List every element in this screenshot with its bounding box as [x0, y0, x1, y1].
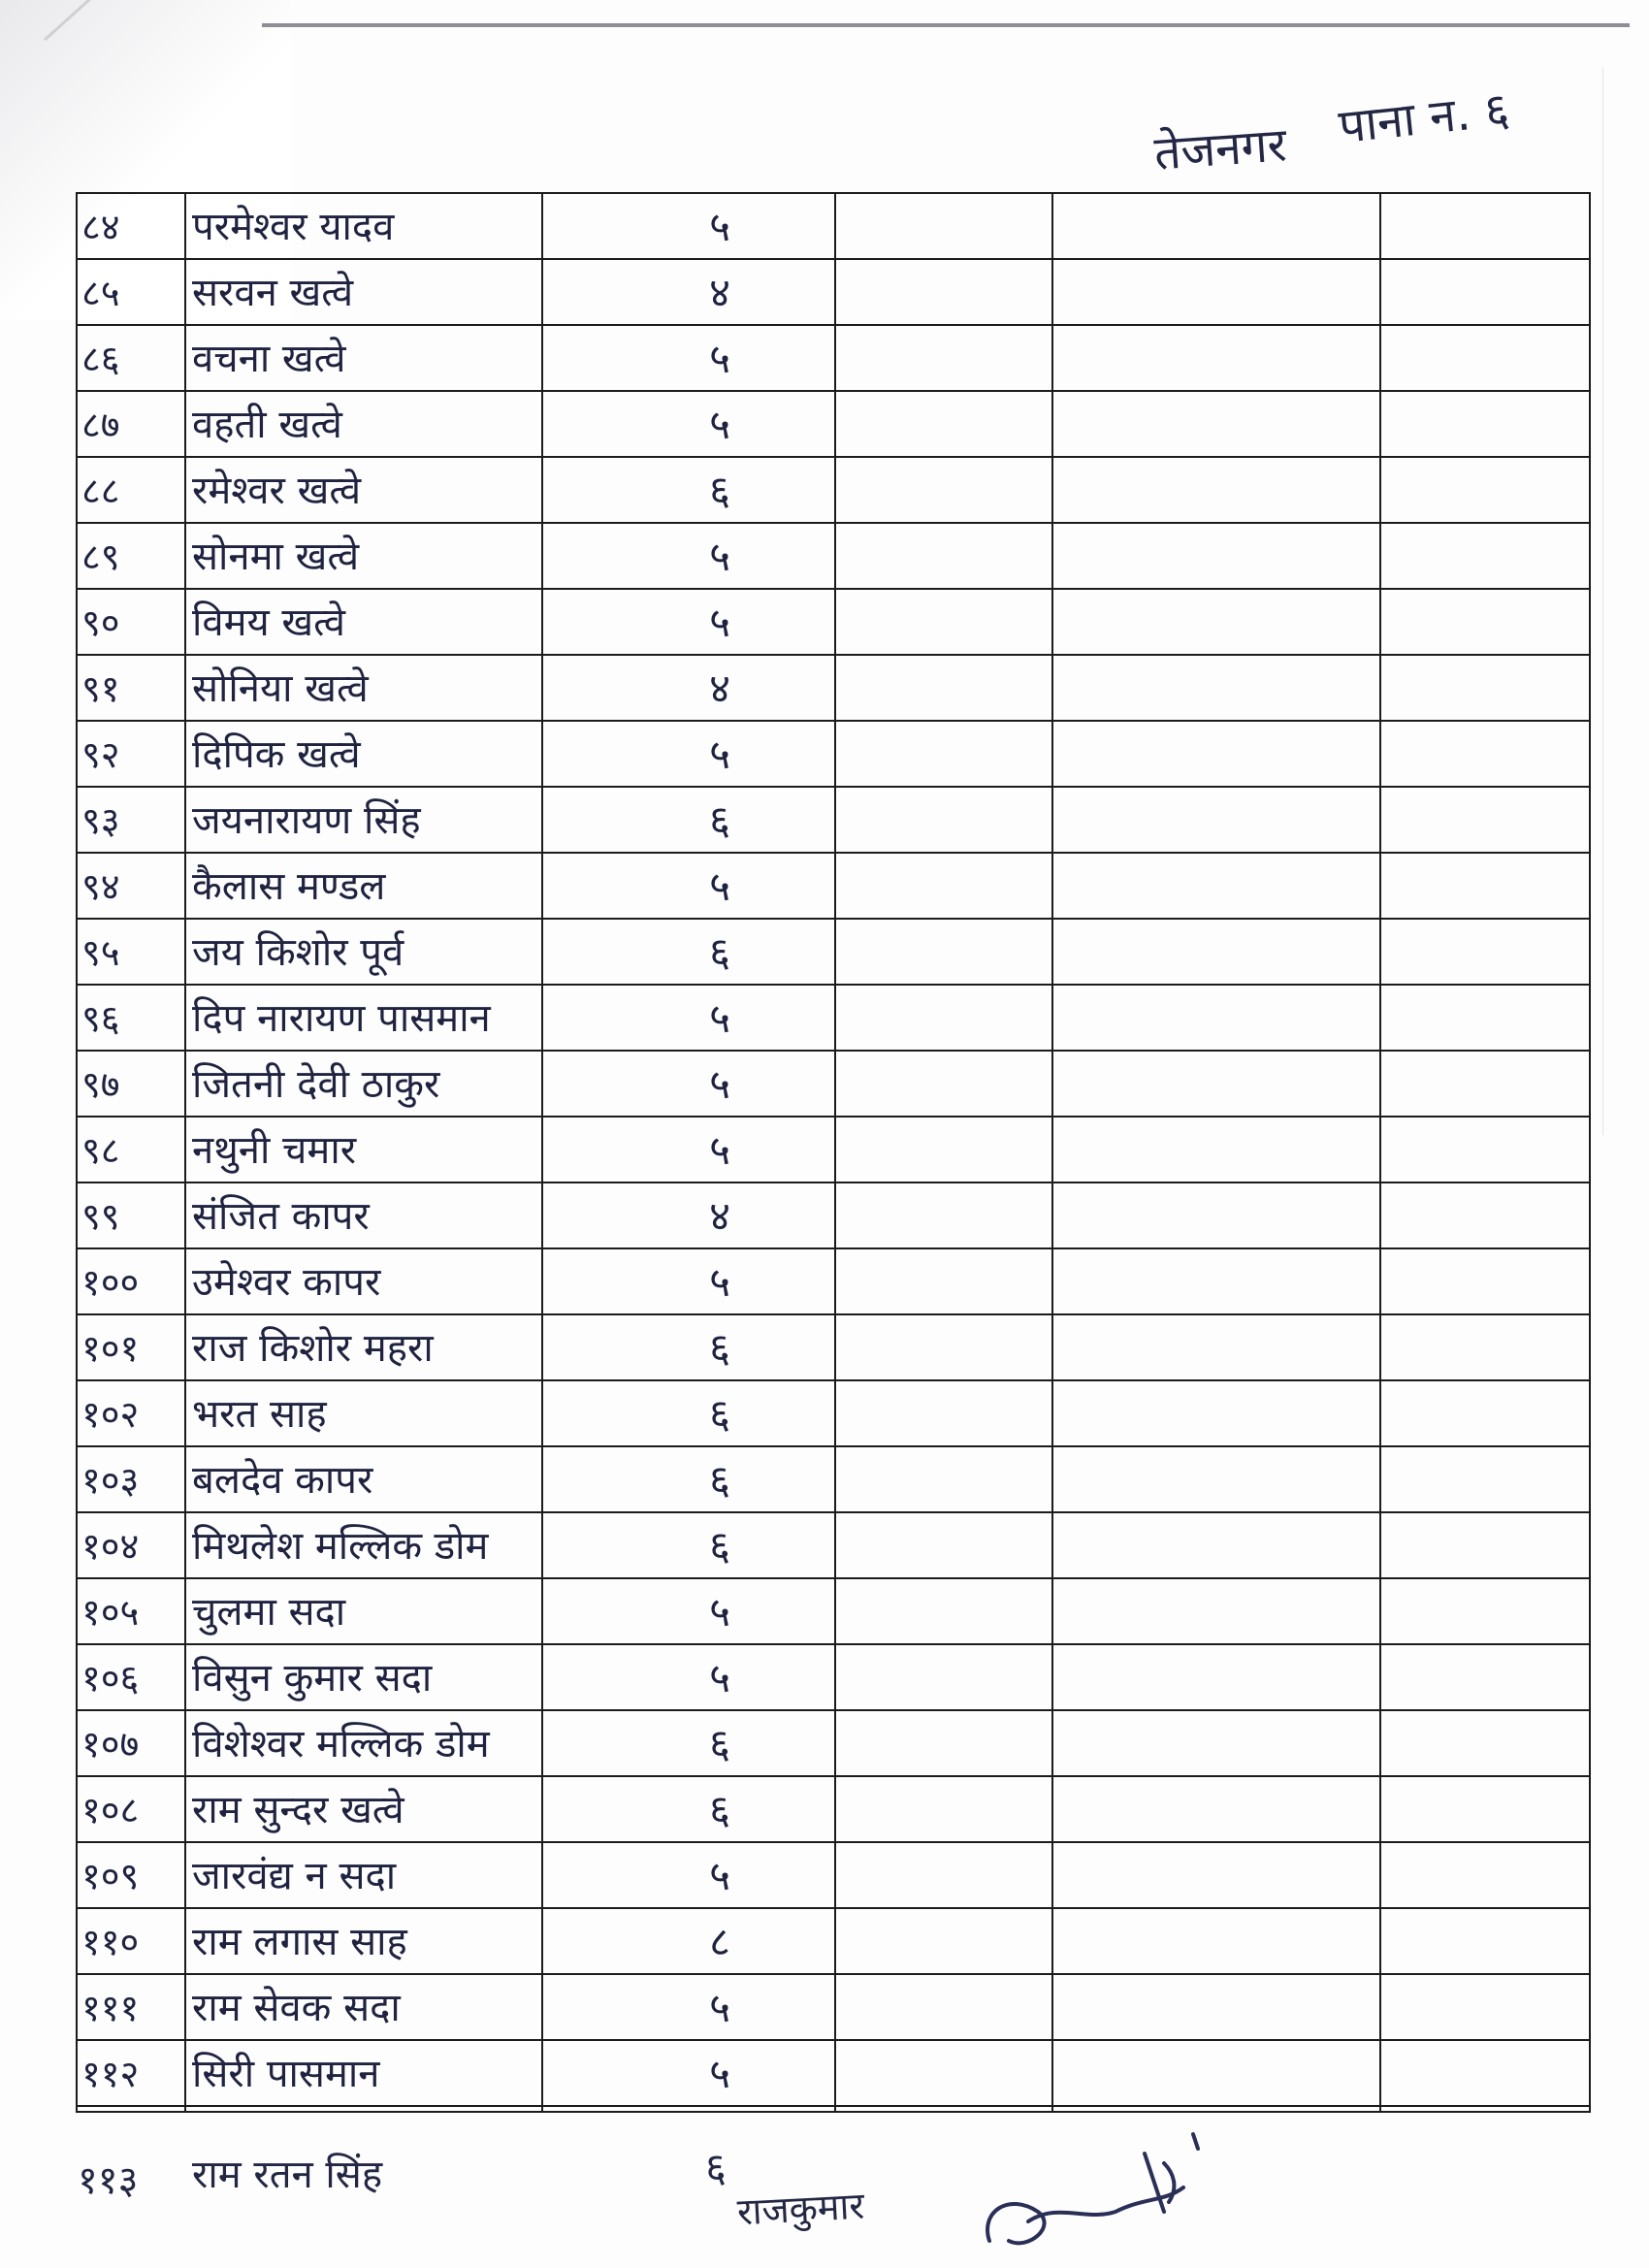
table-row: [78, 1513, 1589, 1579]
table-row: [78, 590, 1589, 656]
table-row: [78, 1909, 1589, 1975]
row-name: राम लगास साह: [192, 1920, 407, 1964]
row-serial-number: १००: [81, 1261, 140, 1304]
table-row: [78, 1711, 1589, 1777]
row-serial-number: १०७: [81, 1723, 140, 1766]
table-row: [78, 1843, 1589, 1909]
row-count: ५: [709, 862, 730, 910]
table-row: [78, 656, 1589, 722]
row-count: ५: [709, 1060, 730, 1108]
row-name: विसुन कुमार सदा: [192, 1656, 433, 1701]
row-serial-number: ८७: [81, 404, 120, 446]
table-row: [78, 986, 1589, 1052]
row-count: ४: [709, 664, 730, 712]
footer-name: राम रतन सिंह: [192, 2153, 383, 2197]
table-row: [78, 1777, 1589, 1843]
row-name: सरवन खत्वे: [192, 271, 354, 315]
row-name: जारवंद्य न सदा: [192, 1854, 397, 1898]
row-count: ६: [709, 928, 730, 976]
row-name: सोनमा खत्वे: [192, 535, 360, 579]
row-count: ४: [709, 1192, 730, 1240]
signatory-name: राजकुमार: [735, 2184, 865, 2234]
table-row: [78, 1645, 1589, 1711]
row-name: बलदेव कापर: [192, 1458, 373, 1503]
row-serial-number: ११२: [81, 2053, 140, 2095]
row-count: ५: [709, 730, 730, 778]
row-count: ४: [709, 269, 730, 316]
signature-mark: [970, 2095, 1222, 2260]
row-name: वहती खत्वे: [192, 403, 342, 447]
place-name: तेजनगर: [1152, 117, 1289, 181]
row-count: ५: [709, 401, 730, 448]
footer-count: ६: [705, 2144, 727, 2191]
row-count: ५: [709, 2050, 730, 2097]
row-count: ५: [709, 335, 730, 382]
row-count: ६: [709, 1786, 730, 1833]
table-row: [78, 326, 1589, 392]
row-name: कैलास मण्डल: [192, 864, 386, 909]
table-row: [78, 260, 1589, 326]
row-serial-number: १०९: [81, 1855, 140, 1897]
row-count: ६: [709, 467, 730, 514]
row-serial-number: १०४: [81, 1525, 140, 1568]
row-name: जितनी देवी ठाकुर: [192, 1062, 440, 1107]
row-serial-number: १०१: [81, 1327, 140, 1370]
row-serial-number: ९३: [81, 799, 120, 842]
table-row: [78, 1315, 1589, 1381]
row-serial-number: १०६: [81, 1657, 140, 1700]
table-row: [78, 722, 1589, 788]
row-serial-number: ९४: [81, 865, 120, 908]
table-row: [78, 194, 1589, 260]
row-serial-number: ९७: [81, 1063, 120, 1106]
row-serial-number: १०३: [81, 1459, 140, 1502]
row-name: वचना खत्वे: [192, 337, 346, 381]
ledger-table: [76, 192, 1591, 2113]
table-row: [78, 1447, 1589, 1513]
table-row: [78, 1579, 1589, 1645]
footer-serial: ११३: [78, 2158, 139, 2203]
row-name: भरत साह: [192, 1392, 327, 1437]
row-name: मिथलेश मल्लिक डोम: [192, 1524, 489, 1569]
row-serial-number: ९६: [81, 997, 120, 1040]
row-count: ५: [709, 1984, 730, 2031]
row-count: ६: [709, 796, 730, 844]
row-serial-number: ९८: [81, 1129, 120, 1172]
row-serial-number: १०५: [81, 1591, 140, 1634]
table-row: [78, 458, 1589, 524]
row-serial-number: ८९: [81, 535, 120, 578]
row-count: ६: [709, 1324, 730, 1372]
row-count: ५: [709, 203, 730, 250]
row-serial-number: ८४: [81, 206, 120, 248]
row-count: ६: [709, 1390, 730, 1438]
row-name: विमय खत्वे: [192, 600, 345, 645]
row-name: राम सेवक सदा: [192, 1986, 401, 2030]
row-serial-number: ९९: [81, 1195, 120, 1238]
row-count: ५: [709, 1126, 730, 1174]
row-serial-number: १०२: [81, 1393, 140, 1436]
table-row: [78, 1052, 1589, 1118]
row-serial-number: ८६: [81, 338, 120, 380]
row-name: सोनिया खत्वे: [192, 666, 369, 711]
row-name: परमेश्वर यादव: [192, 205, 395, 249]
row-name: राज किशोर महरा: [192, 1326, 434, 1371]
table-row: [78, 920, 1589, 986]
row-count: ६: [709, 1522, 730, 1570]
row-count: ५: [709, 1588, 730, 1636]
table-row: [78, 1381, 1589, 1447]
row-name: राम सुन्दर खत्वे: [192, 1788, 404, 1832]
table-row: [78, 392, 1589, 458]
page-number: पाना न. ६: [1336, 81, 1512, 155]
paper-top-edge: [262, 23, 1630, 27]
row-count: ५: [709, 994, 730, 1042]
row-serial-number: ९०: [81, 601, 120, 644]
row-serial-number: १११: [81, 1987, 140, 2029]
row-count: ५: [709, 1852, 730, 1899]
row-name: चुलमा सदा: [192, 1590, 346, 1635]
paper-right-edge: [1602, 68, 1603, 1135]
row-serial-number: ९१: [81, 667, 120, 710]
table-row: [78, 854, 1589, 920]
table-row: [78, 1249, 1589, 1315]
row-count: ६: [709, 1456, 730, 1504]
table-row: [78, 2041, 1589, 2107]
row-name: दिप नारायण पासमान: [192, 996, 491, 1041]
table-row: [78, 1183, 1589, 1249]
row-name: जय किशोर पूर्व: [192, 930, 404, 975]
row-count: ५: [709, 533, 730, 580]
row-name: दिपिक खत्वे: [192, 732, 361, 777]
table-row: [78, 524, 1589, 590]
row-serial-number: १०८: [81, 1789, 140, 1831]
row-name: विशेश्वर मल्लिक डोम: [192, 1722, 490, 1766]
table-row: [78, 1975, 1589, 2041]
row-serial-number: ११०: [81, 1921, 140, 1963]
row-name: सिरी पासमान: [192, 2052, 380, 2096]
row-name: उमेश्वर कापर: [192, 1260, 381, 1305]
row-name: रमेश्वर खत्वे: [192, 469, 362, 513]
row-serial-number: ८८: [81, 470, 120, 512]
table-row: [78, 788, 1589, 854]
row-serial-number: ८५: [81, 272, 120, 314]
row-count: ५: [709, 1258, 730, 1306]
row-name: जयनारायण सिंह: [192, 798, 421, 843]
row-count: ५: [709, 599, 730, 646]
row-name: संजित कापर: [192, 1194, 370, 1239]
row-name: नथुनी चमार: [192, 1128, 357, 1173]
row-serial-number: ९५: [81, 931, 120, 974]
row-count: ६: [709, 1720, 730, 1767]
row-count: ८: [709, 1918, 730, 1965]
row-count: ५: [709, 1654, 730, 1701]
table-row: [78, 1118, 1589, 1183]
row-serial-number: ९२: [81, 733, 120, 776]
